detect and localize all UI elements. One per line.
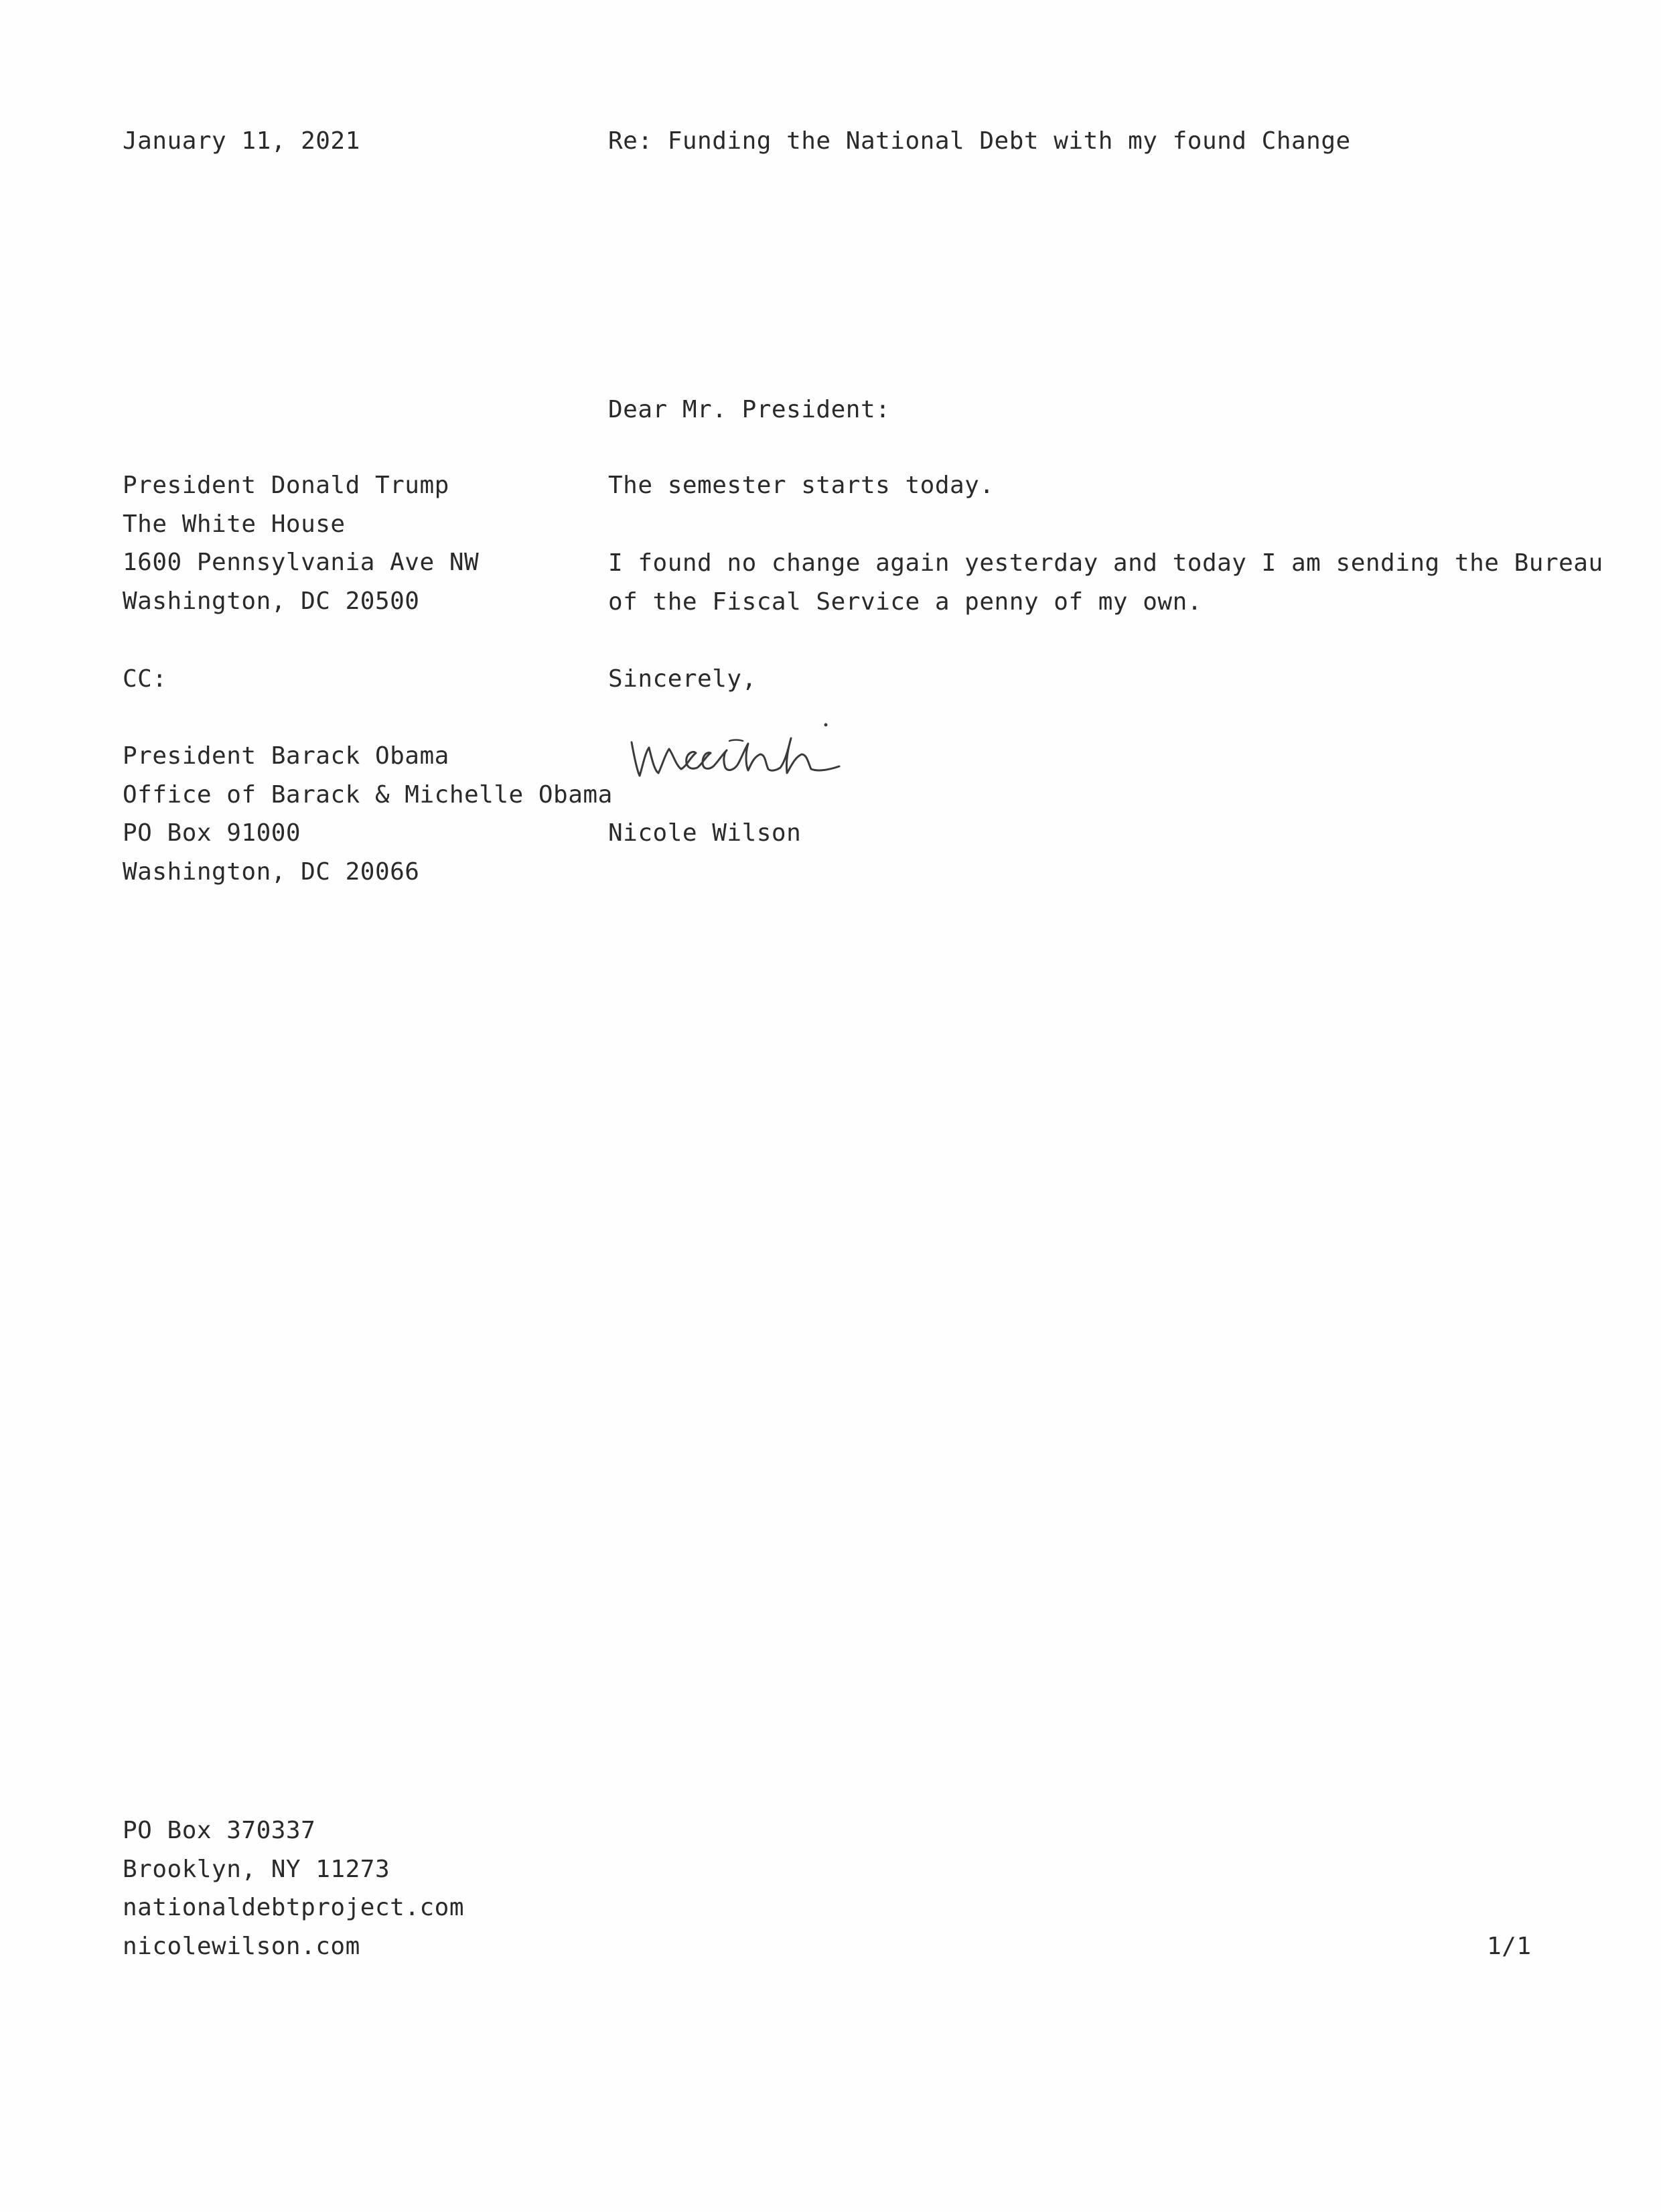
footer-line: nationaldebtproject.com: [123, 1894, 464, 1921]
recipient-line: Washington, DC 20500: [123, 587, 420, 615]
closing: Sincerely,: [608, 665, 757, 693]
page-number: 1/1: [1487, 1933, 1532, 1960]
footer-line: Brooklyn, NY 11273: [123, 1855, 390, 1883]
cc-line: President Barack Obama: [123, 742, 449, 770]
footer-line: PO Box 370337: [123, 1817, 316, 1844]
recipient-line: The White House: [123, 510, 346, 538]
handwritten-signature: [626, 703, 961, 811]
body-paragraph-2: [608, 544, 1603, 621]
signature-name: Nicole Wilson: [608, 819, 802, 847]
footer-contact: [123, 1811, 464, 1965]
footer-line: nicolewilson.com: [123, 1932, 360, 1960]
body-paragraph-1: The semester starts today.: [608, 472, 995, 499]
body-line: of the Fiscal Service a penny of my own.: [608, 587, 1202, 616]
letter-subject: Re: Funding the National Debt with my found Change: [608, 127, 1351, 155]
cc-address: [123, 737, 613, 891]
cc-label: CC:: [123, 665, 167, 693]
letter-date: January 11, 2021: [123, 127, 360, 155]
recipient-address: [123, 466, 479, 620]
body-line: I found no change again yesterday and today I am sending the Bureau: [608, 549, 1603, 577]
recipient-line: President Donald Trump: [123, 472, 449, 499]
salutation: Dear Mr. President:: [608, 396, 891, 423]
cc-line: Office of Barack & Michelle Obama: [123, 780, 613, 809]
cc-line: PO Box 91000: [123, 819, 301, 847]
cc-line: Washington, DC 20066: [123, 857, 420, 886]
recipient-line: 1600 Pennsylvania Ave NW: [123, 549, 480, 576]
